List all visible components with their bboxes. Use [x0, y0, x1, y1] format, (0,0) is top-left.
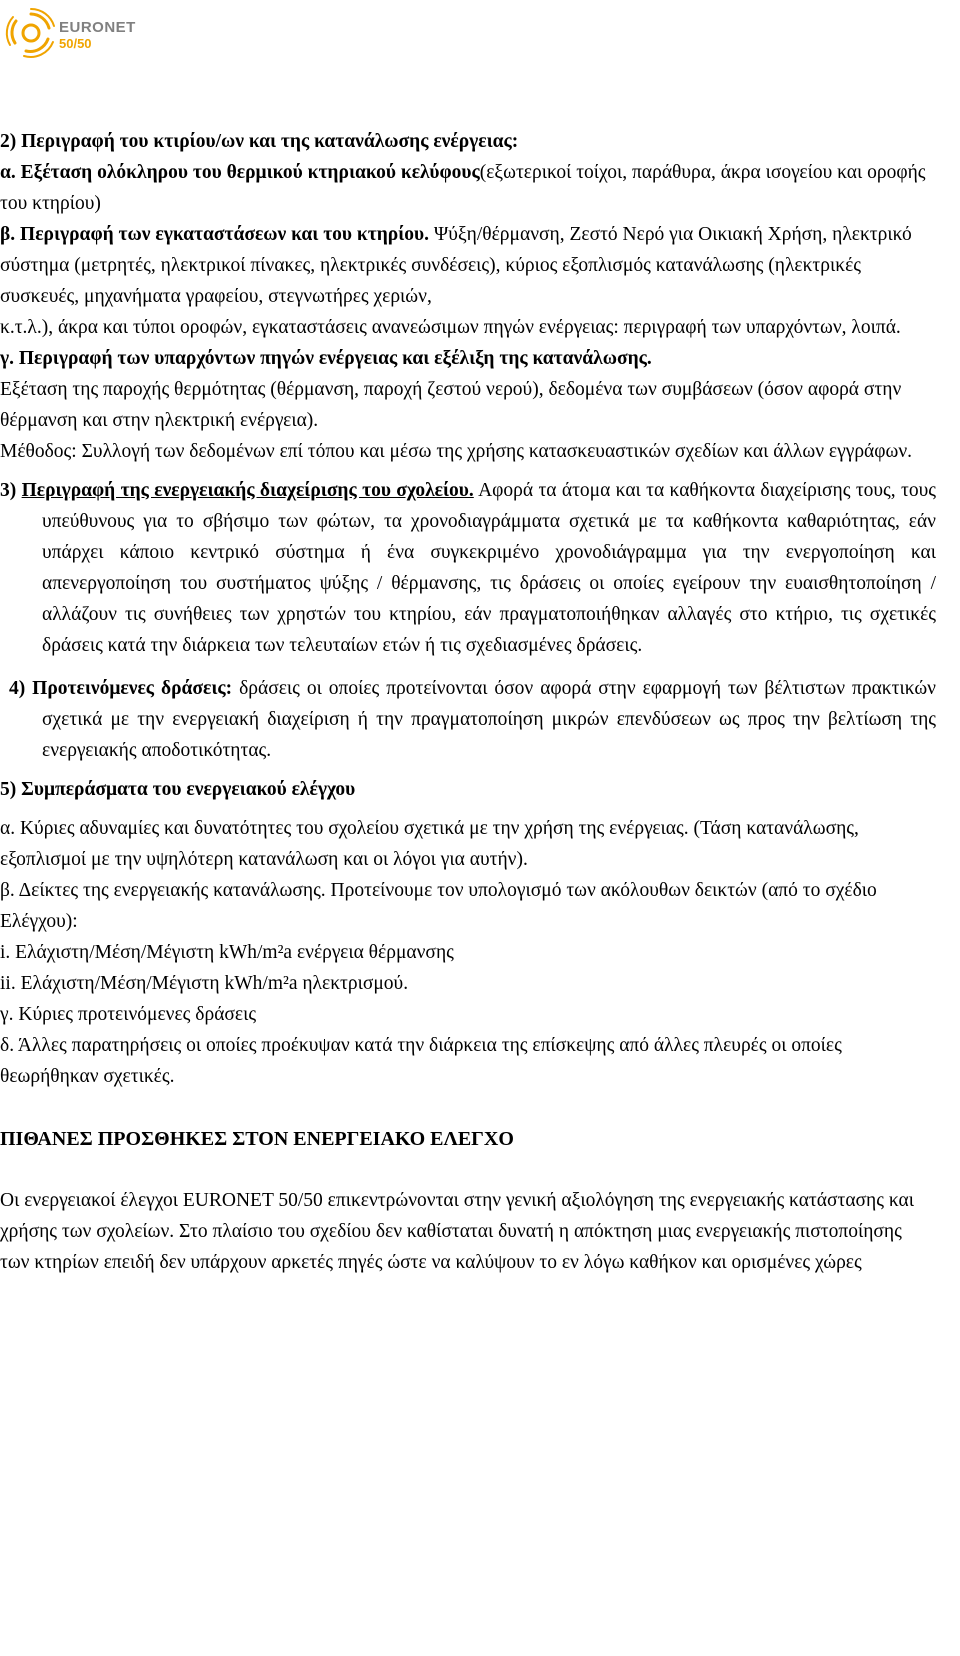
logo-title: EURONET: [59, 19, 136, 36]
section-2-heading: 2) Περιγραφή του κτιρίου/ων και της κατανάλωσης ενέργειας:: [0, 131, 519, 152]
section-4-heading: 4) Προτεινόμενες δράσεις:: [9, 678, 233, 699]
section-2c-text: Εξέταση της παροχής θερμότητας (θέρμανση, παροχή ζεστού νερού), δεδομένα των συμβάσεων (όσον αφορά στην θέρμανση και στην ηλεκτρική ενέργεια).: [0, 379, 902, 431]
section-2c: [0, 343, 936, 374]
section-2a: α. Εξέταση ολόκληρου του θερμικού κτηριακού κελύφους(εξωτερικοί τοίχοι, παράθυρα, άκρα ισογείου και οροφής του κτηρίου): [0, 162, 926, 214]
section-2b-title: β. Περιγραφή των εγκαταστάσεων και του κτηρίου.: [0, 224, 430, 245]
section-4: 4) Προτεινόμενες δράσεις: δράσεις οι οποίες προτείνονται όσον αφορά στην εφαρμογή των βέλτιστων πρακτικών σχετικά με την ενεργειακή διαχείριση ή την πραγματοποίηση μικρών επενδύσεων ως προς την βελτίωση της ενεργειακής αποδοτικότητας.: [9, 678, 936, 761]
section-5b-i: i. Ελάχιστη/Μέση/Μέγιστη kWh/m²a ενέργεια θέρμανσης: [0, 942, 454, 963]
section-3: 3) Περιγραφή της ενεργειακής διαχείρισης του σχολείου. Αφορά τα άτομα και τα καθήκοντα διαχείρισης τους, τους υπεύθυνους για το σβήσιμο των φώτων, τα χρονοδιαγράμματα σχετικά με τα καθήκοντα καθαριότητας, εάν υπάρχει κάποιο κεντρικό σύστημα ή ένα συγκεκριμένο χρονοδιάγραμμα για την ενεργοποίηση και απενεργοποίηση του συστήματος ψύξης / θέρμανσης, τις δράσεις οι οποίες εγείρουν την ευαισθητοποίηση / αλλάζουν τις συνήθειες των χρηστών του κτηρίου, εάν πραγματοποιήθηκαν αλλαγές στο κτήριο, τις σχετικές δράσεις κατά την διάρκεια των τελευταίων ετών ή τις σχεδιασμένες δράσεις.: [0, 480, 936, 656]
section-2a-title: α. Εξέταση ολόκληρου του θερμικού κτηριακού κελύφους: [0, 162, 480, 183]
section-5b-ii: ii. Ελάχιστη/Μέση/Μέγιστη kWh/m²a ηλεκτρισμού.: [0, 973, 409, 994]
method-text: Μέθοδος: Συλλογή των δεδομένων επί τόπου και μέσω της χρήσης κατασκευαστικών σχεδίων και άλλων εγγράφων.: [0, 441, 913, 462]
additions-heading: ΠΙΘΑΝΕΣ ΠΡΟΣΘΗΚΕΣ ΣΤΟΝ ΕΝΕΡΓΕΙΑΚΟ ΕΛΕΓΧΟ: [0, 1128, 514, 1150]
document-body: [0, 126, 936, 1278]
section-5c: γ. Κύριες προτεινόμενες δράσεις: [0, 1004, 257, 1025]
section-2c-title: γ. Περιγραφή των υπαρχόντων πηγών ενέργειας και εξέλιξη της κατανάλωσης.: [0, 348, 652, 369]
section-2b-continued: κ.τ.λ.), άκρα και τύποι οροφών, εγκαταστάσεις ανανεώσιμων πηγών ενέργειας: περιγραφή των υπαρχόντων, λοιπά.: [0, 317, 901, 338]
sun-logo-icon: [4, 6, 58, 60]
section-3-heading: Περιγραφή της ενεργειακής διαχείρισης του σχολείου.: [21, 480, 474, 501]
section-5-heading: 5) Συμπεράσματα του ενεργειακού ελέγχου: [0, 779, 356, 800]
section-5b: β. Δείκτες της ενεργειακής κατανάλωσης. Προτείνουμε τον υπολογισμό των ακόλουθων δεικτών (από το σχέδιο Ελέγχου):: [0, 880, 877, 932]
section-2b: β. Περιγραφή των εγκαταστάσεων και του κτηρίου. Ψύξη/θέρμανση, Ζεστό Νερό για Οικιακή Χρήση, ηλεκτρικό σύστημα (μετρητές, ηλεκτρικοί πίνακες, ηλεκτρικές συνδέσεις), κύριος εξοπλισμός κατανάλωσης (ηλεκτρικές συσκευές, μηχανήματα γραφείου, στεγνωτήρες χεριών,: [0, 224, 912, 307]
section-5d: δ. Άλλες παρατηρήσεις οι οποίες προέκυψαν κατά την διάρκεια της επίσκεψης από άλλες πλευρές οι οποίες θεωρήθηκαν σχετικές.: [0, 1035, 842, 1087]
section-5a: α. Κύριες αδυναμίες και δυνατότητες του σχολείου σχετικά με την χρήση της ενέργειας. (Τάση κατανάλωσης, εξοπλισμοί με την υψηλότερη κατανάλωση και οι λόγοι για αυτήν).: [0, 818, 859, 870]
logo-subtitle: 50/50: [59, 36, 92, 51]
additions-text: Οι ενεργειακοί έλεγχοι EURONET 50/50 επικεντρώνονται στην γενική αξιολόγηση της ενεργειακής κατάστασης και χρήσης των σχολείων. Στο πλαίσιο του σχεδίου δεν καθίσταται δυνατή η απόκτηση μιας ενεργειακής πιστοποίησης των κτηρίων επειδή δεν υπάρχουν αρκετές πηγές ώστε να καλύψουν το εν λόγω καθήκον και ορισμένες χώρες: [0, 1190, 914, 1273]
euronet-logo: [4, 6, 144, 66]
